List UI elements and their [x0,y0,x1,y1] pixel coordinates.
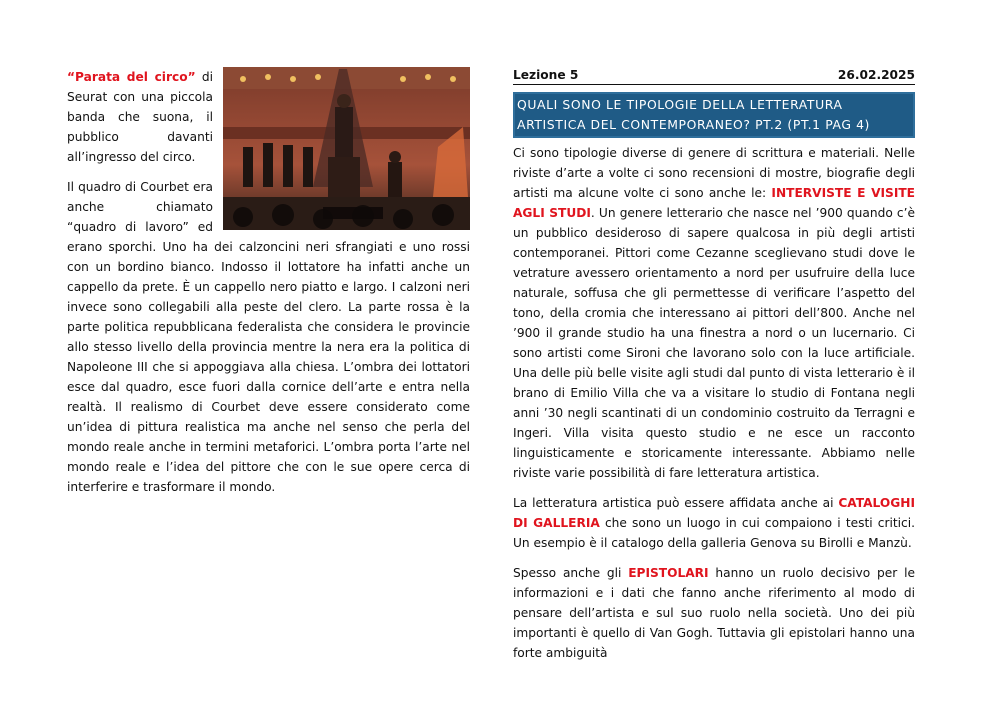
parade-painting-image [223,67,470,230]
interviews-highlight: INTERVISTE E VISITE AGLI STUDI [513,186,915,220]
catalogues-highlight: CATALOGHI DI GALLERIA [513,496,915,530]
paragraph-catalogues-text-b: che sono un luogo in cui compaiono i testi critici. Un esempio è il catalogo della galleria Genova su Birolli e Manzù. [513,516,915,550]
lesson-number: Lezione 5 [513,68,579,82]
painting-title-highlight: “Parata del circo” [67,70,196,84]
paragraph-catalogues [513,493,915,553]
paragraph-seurat-text: di Seurat con una piccola banda che suona, il pubblico davanti all’ingresso del circo. [67,70,214,164]
lesson-header [513,67,915,85]
paragraph-letters-text-a: Spesso anche gli [513,566,629,580]
letters-highlight: EPISTOLARI [628,566,709,580]
paragraph-letters [513,563,915,663]
section-title: QUALI SONO LE TIPOLOGIE DELLA LETTERATURA ARTISTICA DEL CONTEMPORANEO? PT.2 (PT.1 PAG 4) [513,92,915,138]
left-column [67,67,470,507]
lesson-date: 26.02.2025 [837,68,915,82]
paragraph-catalogues-text-a: La letteratura artistica può essere affidata anche ai [513,496,839,510]
paragraph-letters-text-b: hanno un ruolo decisivo per le informazioni e i dati che fanno anche riferimento al modo di pensare dell’artista e sul suo ruolo nella società. Uno dei più importanti è quello di Van Gogh. Tuttavia gli epistolari hanno una forte ambiguità [513,566,915,660]
right-column [513,67,915,673]
painting-svg [223,67,470,230]
paragraph-interviews-text-b: . Un genere letterario che nasce nel ’900 quando c’è un pubblico desideroso di sapere qualcosa in più degli artisti contemporanei. Pittori come Cezanne sceglievano studi dove le vetrature avessero orientamento a nord per usufruire della luce naturale, soffusa che gli permettesse di verificare l’aspetto del tono, della cromia che interessano ai pittori dell’800. Anche nel ’900 il grande studio ha una finestra a nord o un lucernario. Ci sono artisti come Sironi che lavorano solo con la luce artificiale. Una delle più belle visite agli studi dal punto di vista letterario è il brano di Emilio Villa che va a visitare lo studio di Fontana negli anni ’30 negli scantinati di un condominio costruito da Terragni e Ingeri. Villa visita questo studio e ne esce un racconto linguisticamente e storicamente interessante. Abbiamo nelle riviste varie possibilità di fare letteratura artistica. [513,206,915,480]
paragraph-interviews-text-a: Ci sono tipologie diverse di genere di scrittura e materiali. Nelle riviste d’arte a volte ci sono recensioni di mostre, biografie degli artisti ma alcune volte ci sono anche le: [513,146,915,200]
paragraph-courbet: Il quadro di Courbet era anche chiamato “quadro di lavoro” ed erano sporchi. Uno ha dei calzoncini neri sfrangiati e uno rossi con un bordino bianco. Indosso il lottatore ha infatti anche un cappello da prete. È un cappello nero piatto e largo. I calzoni neri invece sono collegabili alla peste del clero. La parte rossa è la parte politica repubblicana federalista che considera le provincie allo stesso livello della provincia mentre la nera era la politica di Napoleone III che si appoggiava alla chiesa. L’ombra dei lottatori esce dal quadro, esce fuori dalla cornice dell’arte e entra nella realtà. Il realismo di Courbet deve essere considerato come un’idea di pittura realistica ma anche nel senso che perla del mondo reale anche in termini metaforici. L’ombra porta l’arte nel mondo reale e l’idea del pittore che con le sue opere cerca di interferire e trasformare il mondo. [67,180,470,494]
paragraph-interviews [513,143,915,483]
